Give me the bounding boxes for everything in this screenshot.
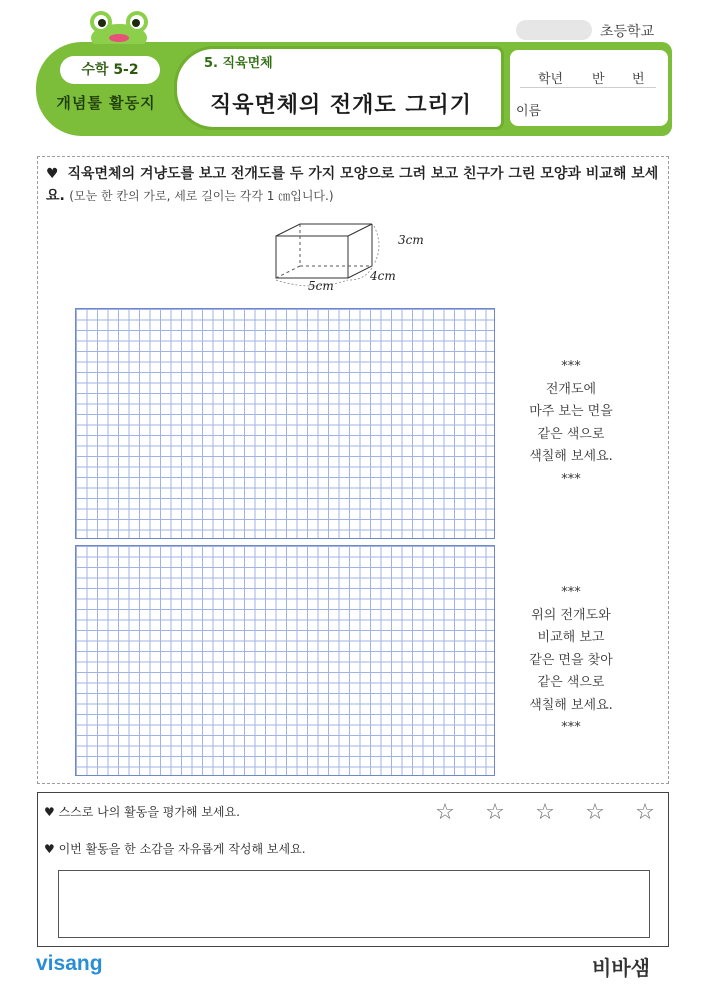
side-note-2	[496, 582, 646, 740]
note-line: 전개도에	[545, 381, 597, 397]
heart-icon: ♥	[46, 166, 59, 182]
grade-label: 학년	[538, 72, 564, 87]
note-line: ***	[561, 471, 581, 487]
vivasam-logo: 비바샘	[592, 956, 650, 980]
dimension-guides	[276, 226, 379, 286]
class-label: 반	[592, 72, 605, 87]
reflection-input[interactable]	[58, 870, 650, 938]
visang-logo: visang	[36, 952, 103, 975]
instruction-main: 직육면체의 겨냥도를 보고 전개도를 두 가지 모양으로 그려 보고 친구가 그린 모양과 비교해 보세요.	[46, 166, 659, 204]
activity-title: 개념툴 활동지	[56, 94, 156, 112]
frog-mascot-icon	[88, 8, 150, 44]
note-line: 같은 색으로	[537, 675, 605, 690]
note-line: 같은 색으로	[537, 426, 605, 442]
self-eval-prompt: ♥ 스스로 나의 활동을 평가해 보세요.	[44, 805, 240, 819]
star-icon[interactable]: ☆	[635, 800, 655, 825]
cuboid-top-face	[276, 224, 372, 236]
reflection-prompt: ♥ 이번 활동을 한 소감을 자유롭게 작성해 보세요.	[44, 842, 306, 856]
instruction	[46, 163, 666, 207]
cuboid-front-face	[276, 236, 348, 278]
note-line: ***	[561, 585, 581, 600]
note-line: 색칠해 보세요.	[529, 449, 613, 464]
star-rating[interactable]	[420, 800, 670, 825]
side-note-1	[496, 356, 646, 491]
depth-label: 4cm	[370, 269, 396, 283]
height-label: 3cm	[398, 233, 424, 247]
cuboid-figure	[268, 222, 438, 296]
note-line: ***	[561, 359, 581, 374]
width-label: 5cm	[308, 279, 334, 293]
note-line: 같은 면을 찾아	[529, 652, 613, 668]
unit-label: 5. 직육면체	[204, 56, 273, 71]
school-suffix: 초등학교	[600, 24, 655, 40]
instruction-sub: (모눈 한 칸의 가로, 세로 길이는 각각 1 ㎝입니다.)	[69, 189, 334, 203]
grade-class-number-row[interactable]	[520, 68, 656, 88]
cuboid-right-face	[348, 224, 372, 278]
school-name-field[interactable]	[516, 20, 592, 40]
star-icon[interactable]: ☆	[435, 800, 455, 825]
drawing-grid-2[interactable]	[75, 545, 495, 776]
cuboid-hidden-edges	[276, 224, 372, 278]
subject-badge: 수학 5-2	[60, 56, 160, 84]
name-label: 이름	[516, 104, 542, 119]
star-icon[interactable]: ☆	[585, 800, 605, 825]
note-line: ***	[561, 720, 581, 735]
drawing-grid-1[interactable]	[75, 308, 495, 539]
note-line: 위의 전개도와	[531, 607, 611, 623]
page-title: 직육면체의 전개도 그리기	[209, 93, 473, 118]
note-line: 비교해 보고	[537, 630, 605, 645]
note-line: 마주 보는 면을	[529, 404, 613, 419]
note-line: 색칠해 보세요.	[529, 697, 613, 713]
star-icon[interactable]: ☆	[485, 800, 505, 825]
number-label: 번	[632, 72, 645, 87]
star-icon[interactable]: ☆	[535, 800, 555, 825]
